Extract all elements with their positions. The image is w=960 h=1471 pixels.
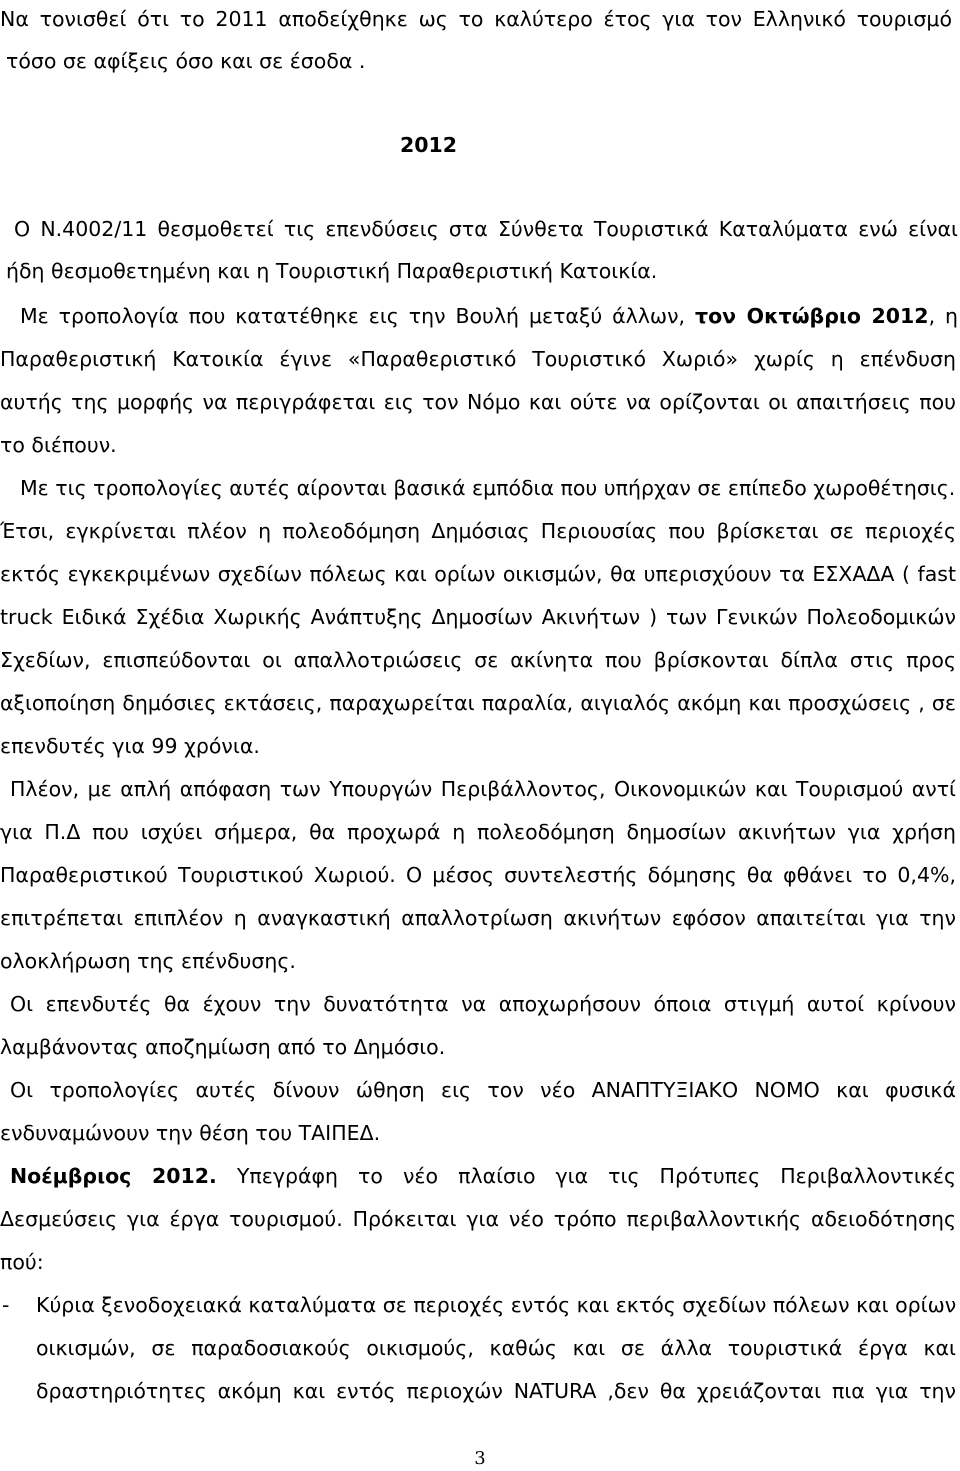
text-line: Ο Ν.4002/11 θεσμοθετεί τις επενδύσεις στα Σύνθετα Τουριστικά Καταλύματα ενώ είναι: [14, 217, 958, 241]
text-line: για Π.Δ που ισχύει σήμερα, θα προχωρά η πολεοδόμηση δημοσίων ακινήτων για χρήση: [0, 820, 956, 844]
text-run: Υπεγράφη το νέο πλαίσιο για τις Πρότυπες Περιβαλλοντικές: [216, 1164, 956, 1188]
text-run: Με τροπολογία που κατατέθηκε εις την Βουλή μεταξύ άλλων,: [20, 304, 695, 328]
bullet-dash: -: [2, 1293, 10, 1317]
text-line: truck Ειδικά Σχέδια Χωρικής Ανάπτυξης Δημοσίων Ακινήτων ) των Γενικών Πολεοδομικών: [0, 605, 956, 629]
text-line: λαμβάνοντας αποζημίωση από το Δημόσιο.: [0, 1035, 446, 1059]
text-line: εκτός εγκεκριμένων σχεδίων πόλεως και ορίων οικισμών, θα υπερισχύουν τα ΕΣΧΑΔΑ ( fast: [0, 562, 956, 586]
text-line: Πλέον, με απλή απόφαση των Υπουργών Περιβάλλοντος, Οικονομικών και Τουρισμού αντί: [10, 777, 956, 801]
text-line: Παραθεριστική Κατοικία έγινε «Παραθεριστικό Τουριστικό Χωριό» χωρίς η επένδυση: [0, 347, 956, 371]
highlighted-date: τον Οκτώβριο 2012: [694, 304, 929, 328]
text-line: [20, 302, 958, 330]
page-number: 3: [474, 1448, 486, 1469]
text-run: , η: [928, 304, 958, 328]
highlighted-date: Νοέμβριος 2012.: [10, 1164, 217, 1188]
text-line: τόσο σε αφίξεις όσο και σε έσοδα .: [6, 49, 366, 73]
text-line: αξιοποίηση δημόσιες εκτάσεις, παραχωρείται παραλία, αιγιαλός ακόμη και προσχώσεις , σε: [0, 691, 956, 715]
text-line: επιτρέπεται επιπλέον η αναγκαστική απαλλοτρίωση ακινήτων εφόσον απαιτείται για την: [0, 906, 956, 930]
list-item-line: δραστηριότητες ακόμη και εντός περιοχών NATURA ,δεν θα χρειάζονται πια για την: [36, 1379, 956, 1403]
text-line: επενδυτές για 99 χρόνια.: [0, 734, 260, 758]
text-line: Με τις τροπολογίες αυτές αίρονται βασικά εμπόδια που υπήρχαν σε επίπεδο χωροθέτησις.: [20, 476, 956, 500]
text-line: Να τονισθεί ότι το 2011 αποδείχθηκε ως το καλύτερο έτος για τον Ελληνικό τουρισμό: [0, 7, 952, 31]
text-line: Δεσμεύσεις για έργα τουρισμού. Πρόκειται για νέο τρόπο περιβαλλοντικής αδειοδότησης: [0, 1207, 956, 1231]
text-line: ενδυναμώνουν την θέση του ΤΑΙΠΕΔ.: [0, 1121, 381, 1145]
text-line: το διέπουν.: [0, 433, 117, 457]
text-line: ολοκλήρωση της επένδυσης.: [0, 949, 296, 973]
list-item-line: οικισμών, σε παραδοσιακούς οικισμούς, καθώς και σε άλλα τουριστικά έργα και: [36, 1336, 956, 1360]
list-item-line: Κύρια ξενοδοχειακά καταλύματα σε περιοχές εντός και εκτός σχεδίων πόλεων και ορίων: [36, 1293, 957, 1317]
text-line: Οι επενδυτές θα έχουν την δυνατότητα να αποχωρήσουν όποια στιγμή αυτοί κρίνουν: [10, 992, 956, 1016]
text-line: πού:: [0, 1250, 44, 1274]
text-line: [10, 1162, 956, 1190]
text-line: ήδη θεσμοθετημένη και η Τουριστική Παραθεριστική Κατοικία.: [6, 259, 658, 283]
text-line: Παραθεριστικού Τουριστικού Χωριού. Ο μέσος συντελεστής δόμησης θα φθάνει το 0,4%,: [0, 863, 956, 887]
text-line: Έτσι, εγκρίνεται πλέον η πολεοδόμηση Δημόσιας Περιουσίας που βρίσκεται σε περιοχές: [0, 519, 956, 543]
text-line: Σχεδίων, επισπεύδονται οι απαλλοτριώσεις σε ακίνητα που βρίσκονται δίπλα στις προς: [0, 648, 956, 672]
text-line: αυτής της μορφής να περιγράφεται εις τον Νόμο και ούτε να ορίζονται οι απαιτήσεις που: [0, 390, 956, 414]
section-heading-year: 2012: [400, 133, 458, 157]
text-line: Οι τροπολογίες αυτές δίνουν ώθηση εις τον νέο ΑΝΑΠΤΥΞΙΑΚΟ ΝΟΜΟ και φυσικά: [10, 1078, 956, 1102]
